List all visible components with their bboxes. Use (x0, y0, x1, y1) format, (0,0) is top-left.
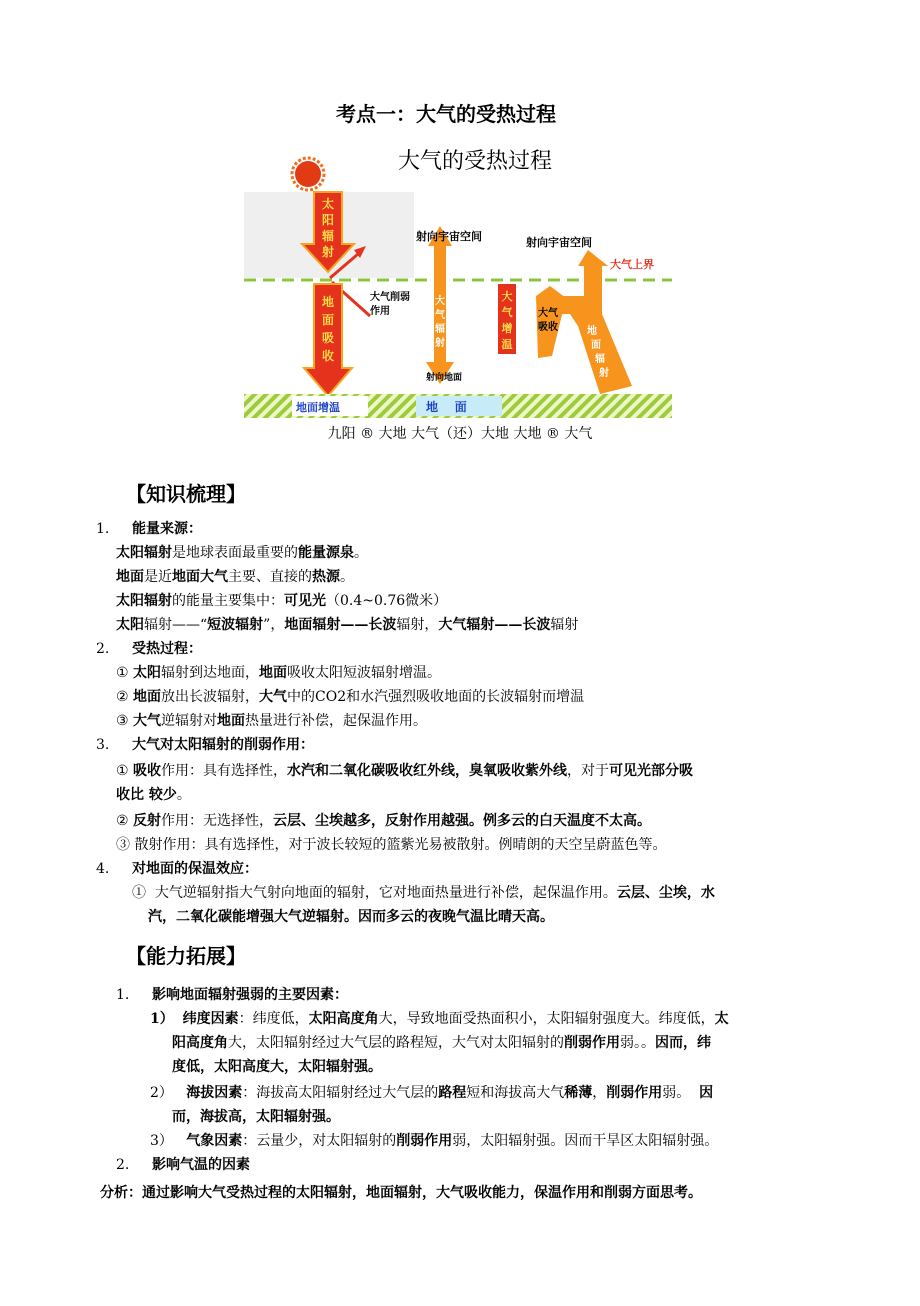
numbered-heading (96, 638, 202, 660)
bold-text: 纬度因素 (182, 1011, 239, 1027)
text-line (116, 810, 651, 832)
item-title: 对地面的保温效应： (132, 861, 258, 877)
text-segment: 辐射——“ (144, 617, 208, 633)
text-segment: ：纬度低， (238, 1011, 309, 1027)
text-segment: 是地球表面最重要的 (172, 545, 298, 561)
text-segment: 大，太阳辐射经过大气层的路程短，大气对太阳辐射的 (228, 1035, 564, 1051)
bold-text: 地面 (217, 713, 246, 729)
svg-text:辐: 辐 (435, 324, 445, 335)
text-line (172, 1056, 382, 1078)
bold-text: 云层、尘埃越多，反射作用越强。例多云的白天温度不太高。 (273, 813, 652, 829)
item-number: 1. (116, 987, 130, 1003)
bold-text: 削弱作用 (564, 1035, 620, 1051)
text-line (116, 614, 578, 636)
bold-text: 气象因素 (186, 1133, 243, 1149)
numbered-heading (96, 518, 202, 540)
bold-text: 大气辐射——长波 (438, 617, 551, 633)
bold-text: 热源 (312, 569, 340, 585)
svg-text:收: 收 (321, 349, 335, 363)
text-segment: 的能量主要集中： (172, 593, 284, 609)
bold-text: 太 (714, 1011, 729, 1027)
text-segment: 作用：无选择性， (161, 813, 274, 829)
diagram (240, 146, 680, 446)
section-heading-knowledge: 【知识梳理】 (126, 482, 246, 506)
bold-text: 吸收 (133, 763, 162, 779)
text-segment: ① 大气逆辐射指大气射向地面的辐射，它对地面热量进行补偿，起保温作用。 (132, 885, 617, 901)
text-line (150, 1008, 729, 1030)
bold-text: 水汽和二氧化碳吸收红外线，臭氧吸收紫外线 (287, 763, 568, 779)
bold-text: 地面 (133, 689, 162, 705)
bold-text: 削弱作用 (396, 1133, 453, 1149)
bold-text: 路程 (438, 1085, 467, 1101)
sun-icon (292, 158, 324, 190)
text-line (116, 590, 447, 612)
text-segment (174, 1011, 183, 1027)
weaken-label: 大气削弱 (370, 292, 410, 303)
text-line (116, 760, 693, 782)
text-segment: 辐射到达地面， (161, 665, 260, 681)
bold-text: 稀薄 (564, 1085, 593, 1101)
svg-text:射: 射 (435, 338, 445, 349)
item-title: 受热过程： (132, 641, 202, 657)
text-line (148, 906, 554, 928)
bold-text: 收比 较少 (116, 787, 177, 803)
item-title: 影响气温的因素 (152, 1157, 250, 1173)
text-line (116, 784, 191, 806)
section-heading-extension: 【能力拓展】 (126, 944, 246, 968)
bold-text: 太阳 (116, 617, 144, 633)
text-segment: 中的CO2和水汽强烈吸收地面的长波辐射而增温 (287, 689, 585, 705)
bold-text: 可见光 (284, 593, 326, 609)
diagram-caption: 九阳 ® 大地 大气（还）大地 大地 ® 大气 (327, 426, 593, 442)
numbered-heading (116, 984, 348, 1006)
bold-text: 可见光部分吸 (609, 763, 694, 779)
text-segment: 辐射， (396, 617, 439, 633)
bold-text: 太阳辐射 (116, 593, 172, 609)
svg-text:增: 增 (501, 322, 513, 335)
svg-text:吸: 吸 (321, 331, 335, 345)
bold-text: 汽，二氧化碳能增强大气逆辐射。因而多云的夜晚气温比晴天高。 (148, 909, 554, 925)
bold-text: 反射 (133, 813, 162, 829)
bold-text: 而，海拔高，太阳辐射强。 (172, 1109, 340, 1125)
diagram-svg (240, 146, 680, 446)
to-space-label-2: 射向宇宙空间 (526, 236, 592, 249)
svg-text:气: 气 (501, 306, 513, 319)
text-segment: 弱。。 (620, 1035, 655, 1051)
bold-text: 海拔因素 (186, 1085, 243, 1101)
bold-text: 能量源泉 (298, 545, 354, 561)
text-segment: 主要、直接的 (228, 569, 312, 585)
bold-text: 地面 (116, 569, 144, 585)
numbered-heading (96, 734, 314, 756)
svg-text:面: 面 (321, 313, 335, 327)
svg-text:阳: 阳 (321, 213, 335, 227)
text-segment: 3） (150, 1133, 187, 1149)
svg-text:面: 面 (591, 340, 601, 351)
bold-text: 大气 (259, 689, 288, 705)
text-segment: ② (116, 689, 134, 705)
analysis-text: 分析：通过影响大气受热过程的太阳辐射，地面辐射，大气吸收能力，保温作用和削弱方面思考。 (100, 1185, 702, 1201)
item-number: 1. (96, 521, 110, 537)
svg-text:温: 温 (501, 338, 513, 351)
text-segment: ① (116, 763, 134, 779)
svg-text:大: 大 (435, 296, 445, 307)
bold-text: 大气 (133, 713, 162, 729)
text-segment: ，对于 (567, 763, 610, 779)
atm-absorb-label-2: 吸收 (538, 322, 558, 333)
text-segment: 短和海拔高大气 (466, 1085, 565, 1101)
text-segment: 是近 (144, 569, 172, 585)
bold-text: 1） (150, 1011, 174, 1027)
bold-text: 太阳辐射 (116, 545, 172, 561)
bold-text: 太阳 (133, 665, 162, 681)
text-segment: ② (116, 813, 134, 829)
bold-text: 因而，纬 (655, 1035, 711, 1051)
text-segment: 。 (176, 787, 191, 803)
text-line (172, 1106, 340, 1128)
atm-top-label: 大气上界 (610, 258, 654, 271)
bold-text: 因 (699, 1085, 714, 1101)
to-ground-label: 射向地面 (426, 373, 463, 383)
text-segment: 辐射 (550, 617, 579, 633)
text-line (116, 710, 427, 732)
text-segment: 放出长波辐射， (161, 689, 260, 705)
text-segment: 吸收太阳短波辐射增温。 (287, 665, 442, 681)
svg-text:太: 太 (321, 197, 335, 211)
text-line (116, 686, 584, 708)
bold-text: 地面大气 (172, 569, 228, 585)
text-line (132, 882, 715, 904)
svg-text:气: 气 (435, 310, 445, 321)
text-line (116, 542, 368, 564)
text-segment: ③ 散射作用：具有选择性，对于波长较短的篮紫光易被散射。例晴朗的天空呈蔚蓝色等。 (116, 837, 667, 853)
svg-text:地: 地 (321, 295, 335, 309)
text-segment: 热量进行补偿，起保温作用。 (245, 713, 428, 729)
text-segment: ① (116, 665, 134, 681)
text-segment: 2） (150, 1085, 187, 1101)
svg-text:射: 射 (321, 245, 335, 259)
ground-warm-label: 地面增温 (296, 401, 340, 414)
diagram-title: 大气的受热过程 (397, 149, 553, 174)
item-number: 3. (96, 737, 110, 753)
item-number: 4. (96, 861, 110, 877)
bold-text: 度低，太阳高度大，太阳辐射强。 (172, 1059, 382, 1075)
bold-text: 地面 (259, 665, 288, 681)
text-segment: ③ (116, 713, 134, 729)
text-segment: 弱，太阳辐射强。因而干旱区太阳辐射强。 (452, 1133, 719, 1149)
text-segment: 。 (340, 569, 354, 585)
item-number: 2. (96, 641, 110, 657)
text-segment: 作用：具有选择性， (161, 763, 288, 779)
numbered-heading (116, 1154, 250, 1176)
item-title: 影响地面辐射强弱的主要因素： (152, 987, 348, 1003)
svg-text:地: 地 (587, 326, 597, 337)
text-line (172, 1032, 711, 1054)
text-segment: ：海拔高太阳辐射经过大气层的 (242, 1085, 439, 1101)
svg-text:大: 大 (501, 290, 513, 303)
page-title: 考点一：大气的受热过程 (336, 102, 556, 126)
ground-label: 地 面 (426, 400, 467, 414)
svg-text:辐: 辐 (595, 354, 605, 365)
bold-text: 短波辐射 (207, 617, 264, 633)
bold-text: 削弱作用 (606, 1085, 663, 1101)
text-segment: 弱。 (662, 1085, 700, 1101)
text-segment: 大，导致地面受热面积小，太阳辐射强度大。纬度低， (378, 1011, 715, 1027)
item-title: 大气对太阳辐射的削弱作用： (132, 737, 314, 753)
text-line (150, 1130, 718, 1152)
text-segment: ， (592, 1085, 607, 1101)
atm-absorb-label: 大气 (538, 308, 558, 319)
text-line (150, 1082, 713, 1104)
weaken-label-2: 作用 (370, 306, 390, 317)
bold-text: 地面辐射——长波 (284, 617, 397, 633)
text-line (116, 662, 441, 684)
text-segment: ”， (263, 617, 285, 633)
text-segment: （0.4~0.76微米） (326, 593, 448, 609)
text-segment: 逆辐射对 (161, 713, 218, 729)
item-number: 2. (116, 1157, 130, 1173)
numbered-heading (96, 858, 258, 880)
svg-text:辐: 辐 (321, 229, 335, 243)
item-title: 能量来源： (132, 521, 202, 537)
bold-text: 阳高度角 (172, 1035, 228, 1051)
to-space-label-1: 射向宇宙空间 (416, 230, 482, 243)
svg-text:射: 射 (599, 368, 609, 379)
text-segment: ：云量少，对太阳辐射的 (242, 1133, 397, 1149)
bold-text: 云层、尘埃，水 (616, 885, 715, 901)
text-segment: 。 (354, 545, 368, 561)
text-line (116, 566, 354, 588)
bold-text: 太阳高度角 (308, 1011, 379, 1027)
text-line (116, 834, 666, 856)
